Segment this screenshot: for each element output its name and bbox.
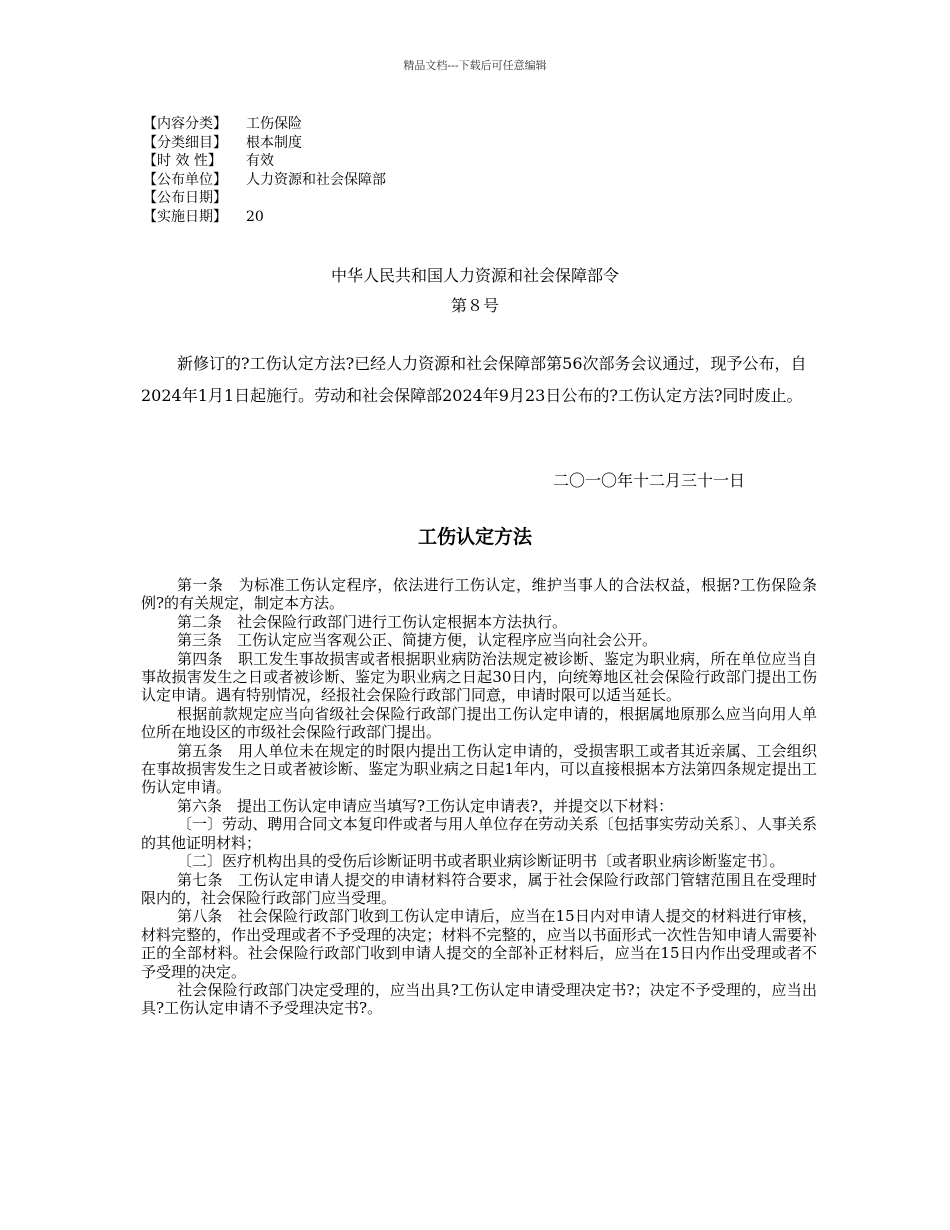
meta-label: 【实施日期】 (143, 208, 227, 225)
meta-value: 根本制度 (246, 134, 302, 151)
meta-row-publish-date (143, 189, 386, 208)
decree-number: 第８号 (450, 296, 499, 315)
meta-label: 【分类细目】 (143, 134, 227, 151)
article-paragraph: 〔二〕医疗机构出具的受伤后诊断证明书或者职业病诊断证明书〔或者职业病诊断鉴定书〕。 (177, 852, 785, 871)
articles-body (141, 576, 817, 1018)
meta-label: 【公布日期】 (143, 190, 227, 206)
article-paragraph: 第三条 工伤认定应当客观公正、简捷方便，认定程序应当向社会公开。 (177, 631, 658, 650)
meta-row-validity (143, 152, 386, 171)
meta-value: 有效 (246, 153, 274, 169)
meta-row-subcategory (143, 134, 386, 153)
meta-row-publisher (143, 171, 386, 190)
meta-value: 工伤保险 (246, 116, 302, 132)
meta-label: 【公布单位】 (143, 171, 227, 188)
article-paragraph: 第七条 工伤认定申请人提交的申请材料符合要求，属于社会保险行政部门管辖范围且在受理时限内的，社会保险行政部门应当受理。 (141, 870, 817, 907)
article-paragraph: 社会保险行政部门决定受理的，应当出具?工伤认定申请受理决定书?；决定不予受理的，应当出具?工伤认定申请不予受理决定书?。 (141, 980, 817, 1018)
article-paragraph: 第一条 为标准工伤认定程序，依法进行工伤认定，维护当事人的合法权益，根据?工伤保险条例?的有关规定，制定本方法。 (141, 576, 817, 613)
meta-row-effective-date (143, 208, 386, 227)
article-paragraph: 第六条 提出工伤认定申请应当填写?工伤认定申请表?，并提交以下材料： (177, 796, 674, 815)
article-paragraph: 〔一〕劳动、聘用合同文本复印件或者与用人单位存在劳动关系〔包括事实劳动关系〕、人事关系的其他证明材料； (141, 815, 817, 852)
page-header: 精品文档---下载后可任意编辑 (403, 59, 547, 72)
metadata-block (143, 115, 386, 226)
meta-label: 【内容分类】 (143, 116, 227, 132)
article-paragraph: 第二条 社会保险行政部门进行工伤认定根据本方法执行。 (177, 612, 568, 631)
decree-title: 中华人民共和国人力资源和社会保障部令 (330, 266, 619, 285)
meta-row-category (143, 115, 386, 134)
article-paragraph: 第五条 用人单位未在规定的时限内提出工伤认定申请的，受损害职工或者其近亲属、工会组织在事故损害发生之日或者被诊断、鉴定为职业病之日起1年内，可以直接根据本方法第四条规定提出工伤认定申请。 (141, 741, 817, 797)
article-paragraph: 第四条 职工发生事故损害或者根据职业病防治法规定被诊断、鉴定为职业病，所在单位应当自事故损害发生之日或者被诊断、鉴定为职业病之日起30日内，向统筹地区社会保险行政部门提出工伤认定申请。遇有特别情况，经报社会保险行政部门同意，申请时限可以适当延长。 (141, 649, 817, 705)
meta-value: 人力资源和社会保障部 (246, 171, 386, 188)
decree-body: 新修订的?工伤认定方法?已经人力资源和社会保障部第56次部务会议通过，现予公布，自2024年1月1日起施行。劳动和社会保障部2024年9月23日公布的?工伤认定方法?同时废止。 (141, 354, 807, 405)
meta-label: 【时 效 性】 (143, 153, 222, 169)
article-paragraph: 第八条 社会保险行政部门收到工伤认定申请后，应当在15日内对申请人提交的材料进行审核，材料完整的，作出受理或者不予受理的决定；材料不完整的，应当以书面形式一次性告知申请人需要补正的全部材料。社会保险行政部门收到申请人提交的全部补正材料后，应当在15日内作出受理或者不予受理的决定。 (141, 907, 817, 981)
decree-date: 二〇一〇年十二月三十一日 (553, 471, 746, 490)
meta-value: 20 (246, 208, 264, 225)
document-title: 工伤认定方法 (417, 526, 532, 548)
article-paragraph: 根据前款规定应当向省级社会保险行政部门提出工伤认定申请的，根据属地原那么应当向用人单位所在地设区的市级社会保险行政部门提出。 (141, 704, 817, 742)
